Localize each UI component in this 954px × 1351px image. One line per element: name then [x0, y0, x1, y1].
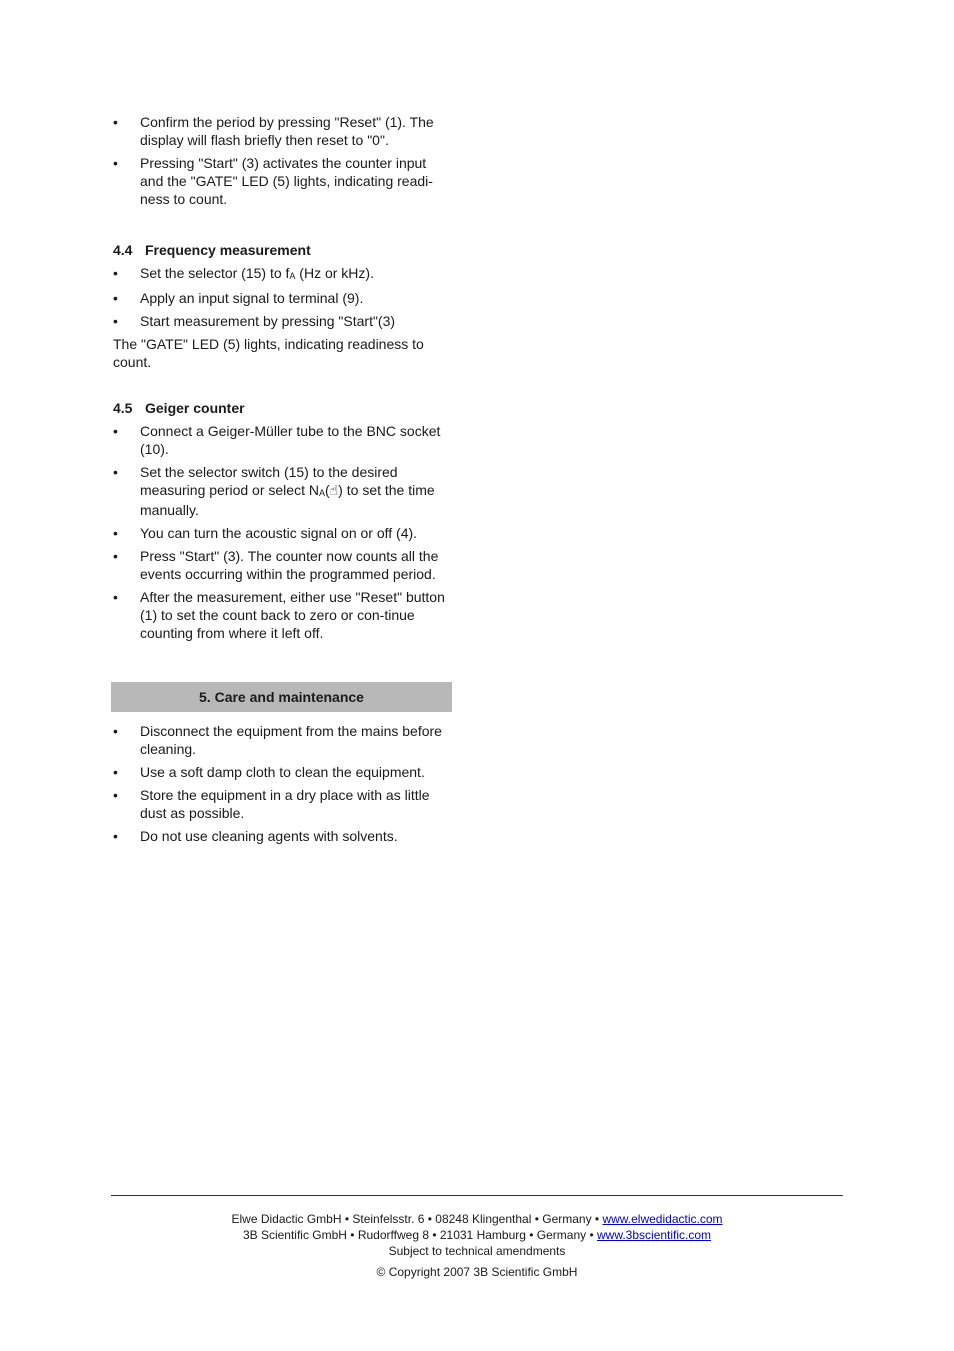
list-item-text: Store the equipment in a dry place with as little dust as possible.	[140, 787, 430, 821]
intro-bullet-list	[113, 113, 453, 208]
list-item-text: Start measurement by pressing "Start"(3)	[140, 313, 396, 329]
list-item-text: Confirm the period by pressing "Reset" (1). The display will flash briefly then reset to "0".	[140, 114, 434, 148]
list-item	[113, 786, 453, 822]
list-item	[113, 264, 453, 284]
list-item-text: (Hz or kHz).	[295, 265, 374, 281]
hand-icon: (☝)	[325, 482, 343, 498]
list-item-text: Set the selector (15) to f	[140, 265, 290, 281]
list-item-text: Set the selector switch (15) to the desired measuring period or select N	[140, 464, 398, 498]
bullet-icon: •	[113, 525, 118, 541]
geiger-bullet-list	[113, 422, 453, 642]
subscript: A	[318, 488, 325, 498]
bullet-icon: •	[113, 764, 118, 780]
bullet-icon: •	[113, 464, 118, 480]
bullet-icon: •	[113, 548, 118, 564]
left-column	[113, 113, 453, 850]
subscript: A	[289, 271, 296, 281]
footer	[111, 1211, 843, 1280]
bullet-icon: •	[113, 313, 118, 329]
section-number: 4.4	[113, 242, 133, 258]
list-item	[113, 588, 453, 642]
list-item-text: Do not use cleaning agents with solvents.	[140, 828, 398, 844]
list-item	[113, 524, 453, 542]
list-item-text: After the measurement, either use "Reset" button (1) to set the count back to zero or con-tinue counting from where it left off.	[140, 589, 445, 641]
care-bullet-list	[113, 722, 453, 845]
bullet-icon: •	[113, 423, 118, 439]
elwedidactic-link[interactable]: www.elwedidactic.com	[602, 1212, 723, 1226]
section-heading-4-4	[113, 241, 453, 259]
list-item	[113, 154, 453, 208]
footer-divider	[111, 1195, 843, 1196]
footer-address-3b: 3B Scientific GmbH • Rudorffweg 8 • 21031 Hamburg • Germany •	[242, 1228, 598, 1242]
bullet-icon: •	[113, 589, 118, 605]
list-item	[113, 312, 453, 330]
list-item	[113, 722, 453, 758]
list-item	[113, 113, 453, 149]
frequency-bullet-list	[113, 264, 453, 330]
bullet-icon: •	[113, 787, 118, 803]
section-title: Geiger counter	[145, 400, 245, 416]
bullet-icon: •	[113, 828, 118, 844]
list-item	[113, 422, 453, 458]
list-item-text: Use a soft damp cloth to clean the equipment.	[140, 764, 425, 780]
care-maintenance-heading: 5. Care and maintenance	[111, 682, 452, 712]
list-item-text: Connect a Geiger-Müller tube to the BNC socket (10).	[140, 423, 441, 457]
footer-amendments: Subject to technical amendments	[388, 1244, 566, 1258]
section-title: Frequency measurement	[145, 242, 311, 258]
list-item-text: Disconnect the equipment from the mains before cleaning.	[140, 723, 442, 757]
footer-address-elwe: Elwe Didactic GmbH • Steinfelsstr. 6 • 08248 Klingenthal • Germany •	[231, 1212, 603, 1226]
list-item-text: You can turn the acoustic signal on or off (4).	[140, 525, 418, 541]
list-item	[113, 547, 453, 583]
list-item-text: Apply an input signal to terminal (9).	[140, 290, 364, 306]
footer-copyright: © Copyright 2007 3B Scientific GmbH	[376, 1265, 578, 1279]
list-item	[113, 763, 453, 781]
bullet-icon: •	[113, 155, 118, 171]
footer-line-elwe	[111, 1211, 843, 1227]
list-item	[113, 463, 453, 519]
list-item	[113, 827, 453, 845]
list-item-text: to set the time manually.	[140, 482, 435, 518]
section-heading-4-5	[113, 399, 453, 417]
list-item-text: Pressing "Start" (3) activates the counter input and the "GATE" LED (5) lights, indicating readi-ness to count.	[140, 155, 433, 207]
list-item	[113, 289, 453, 307]
list-item-text: Press "Start" (3). The counter now counts all the events occurring within the programmed period.	[140, 548, 439, 582]
bullet-icon: •	[113, 723, 118, 739]
frequency-note: The "GATE" LED (5) lights, indicating readiness to count.	[113, 336, 424, 370]
bullet-icon: •	[113, 290, 118, 306]
section-number: 4.5	[113, 400, 133, 416]
bullet-icon: •	[113, 114, 118, 130]
footer-line-3b	[111, 1227, 843, 1243]
3bscientific-link[interactable]: www.3bscientific.com	[597, 1228, 712, 1242]
bullet-icon: •	[113, 265, 118, 281]
